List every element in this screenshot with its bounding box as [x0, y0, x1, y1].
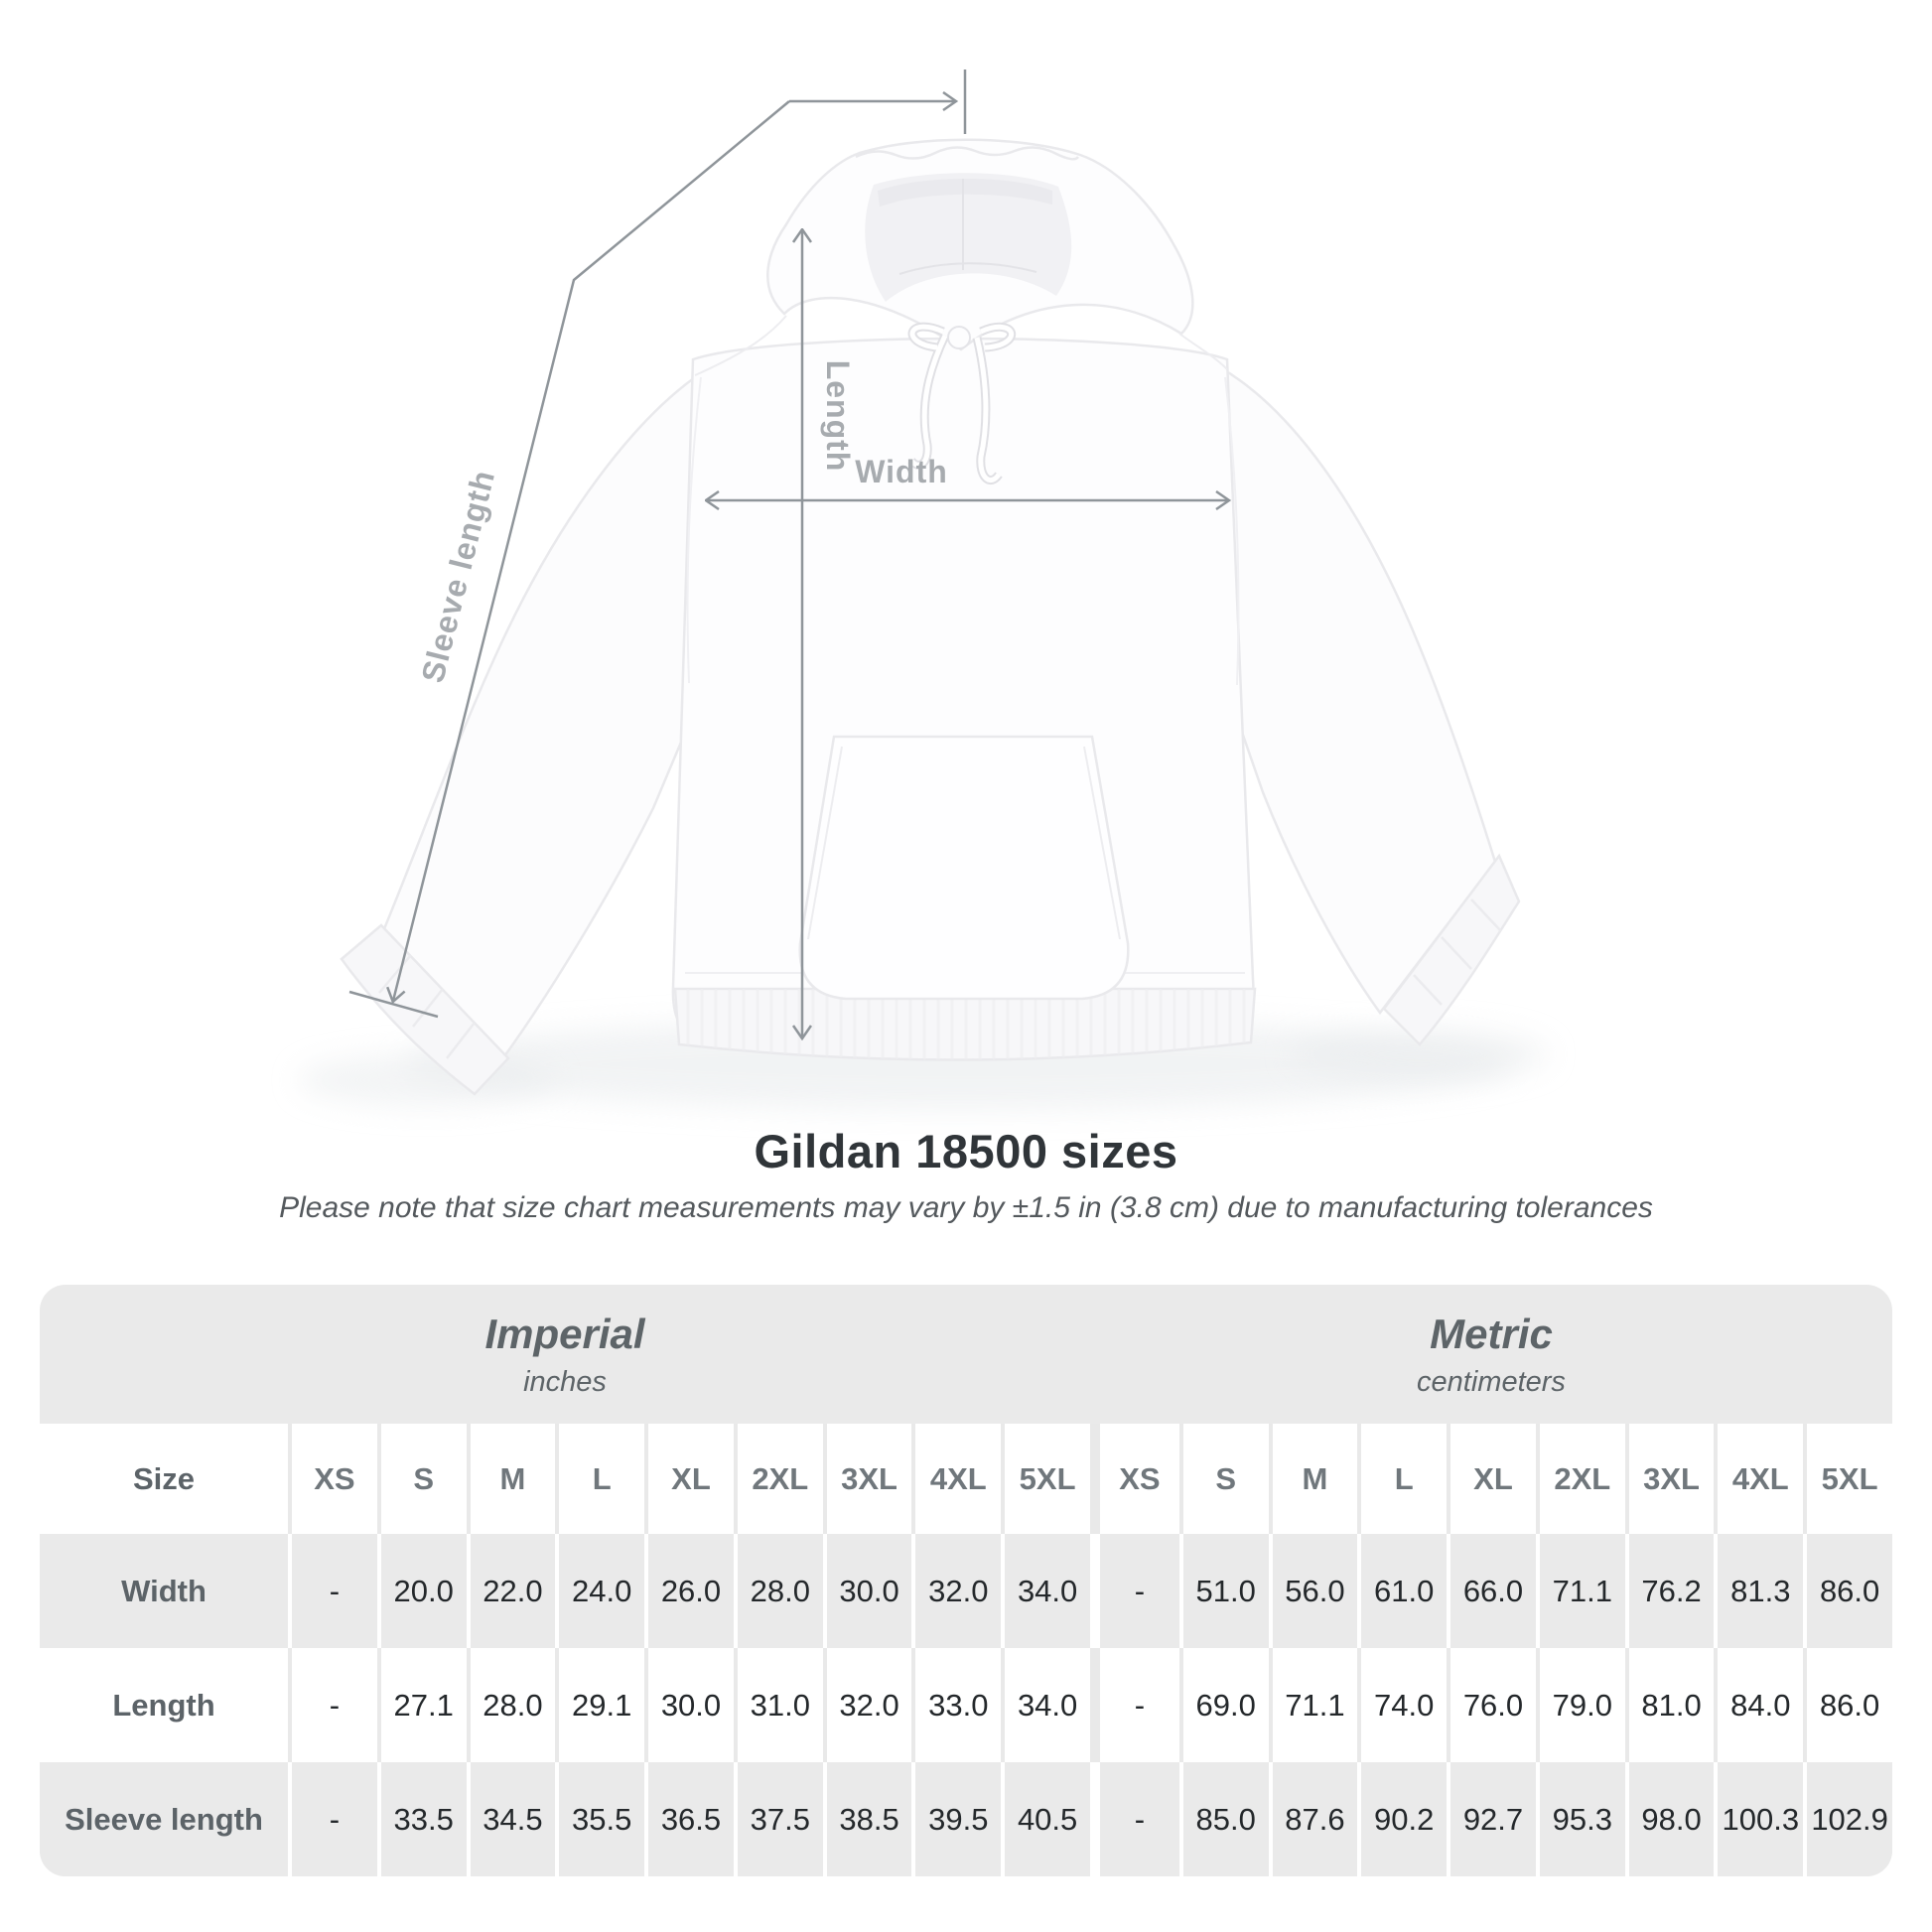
table-cell: 66.0 [1447, 1534, 1536, 1648]
table-cell: 79.0 [1536, 1648, 1625, 1762]
table-cell: 28.0 [467, 1648, 556, 1762]
table-cell: 36.5 [644, 1762, 734, 1876]
size-col-header: 5XL [1001, 1424, 1090, 1534]
left-sleeve [383, 369, 707, 1056]
drawstring-knot [948, 327, 970, 348]
table-cell: - [1090, 1762, 1179, 1876]
table-cell: 40.5 [1001, 1762, 1090, 1876]
table-cell: 34.5 [467, 1762, 556, 1876]
table-cell: 30.0 [644, 1648, 734, 1762]
table-cell: 33.0 [911, 1648, 1001, 1762]
page-subtitle: Please note that size chart measurements may vary by ±1.5 in (3.8 cm) due to manufacturing tolerances [279, 1191, 1653, 1224]
size-chart-table [40, 1285, 1892, 1876]
size-col-header: L [1357, 1424, 1447, 1534]
metric-unit: centimeters [1417, 1365, 1566, 1398]
table-cell: 71.1 [1536, 1534, 1625, 1648]
table-cell: 95.3 [1536, 1762, 1625, 1876]
size-col-header: XS [288, 1424, 377, 1534]
size-col-header: 4XL [911, 1424, 1001, 1534]
table-cell: 85.0 [1179, 1762, 1269, 1876]
size-col-header: 2XL [1536, 1424, 1625, 1534]
length-row [40, 1648, 1892, 1762]
size-col-header: 4XL [1714, 1424, 1803, 1534]
page-title: Gildan 18500 sizes [754, 1125, 1178, 1177]
table-cell: 81.3 [1714, 1534, 1803, 1648]
size-col-header: XL [644, 1424, 734, 1534]
width-row [40, 1534, 1892, 1648]
size-header-row [40, 1424, 1892, 1534]
table-cell: 100.3 [1714, 1762, 1803, 1876]
table-cell: 29.1 [555, 1648, 644, 1762]
table-cell: 27.1 [377, 1648, 467, 1762]
table-cell: 24.0 [555, 1534, 644, 1648]
table-cell: 39.5 [911, 1762, 1001, 1876]
table-cell: 51.0 [1179, 1534, 1269, 1648]
size-col-header: S [377, 1424, 467, 1534]
size-col-header: 3XL [1625, 1424, 1715, 1534]
table-cell: 71.1 [1269, 1648, 1358, 1762]
sleeve-length-label: Sleeve length [414, 466, 502, 687]
table-cell: 84.0 [1714, 1648, 1803, 1762]
size-col-header: XS [1090, 1424, 1179, 1534]
row-label: Width [121, 1573, 207, 1608]
table-cell: 61.0 [1357, 1534, 1447, 1648]
size-col-header: L [555, 1424, 644, 1534]
table-cell: 33.5 [377, 1762, 467, 1876]
table-cell: - [1090, 1648, 1179, 1762]
table-cell: 90.2 [1357, 1762, 1447, 1876]
left-cuff-shadow [298, 1054, 556, 1106]
table-cell: 56.0 [1269, 1534, 1358, 1648]
table-cell: 76.2 [1625, 1534, 1715, 1648]
row-label: Sleeve length [65, 1801, 263, 1837]
table-cell: - [288, 1534, 377, 1648]
size-col-header: 2XL [734, 1424, 823, 1534]
table-cell: 38.5 [823, 1762, 912, 1876]
table-cell: 22.0 [467, 1534, 556, 1648]
table-cell: 35.5 [555, 1762, 644, 1876]
kangaroo-pocket [800, 737, 1129, 999]
table-cell: 32.0 [823, 1648, 912, 1762]
size-col-header: M [467, 1424, 556, 1534]
table-cell: 69.0 [1179, 1648, 1269, 1762]
table-cell: 86.0 [1803, 1534, 1892, 1648]
size-col-header: 3XL [823, 1424, 912, 1534]
length-label: Length [820, 359, 856, 473]
width-label: Width [855, 454, 948, 489]
table-cell: - [1090, 1534, 1179, 1648]
table-cell: - [288, 1648, 377, 1762]
metric-label: Metric [1430, 1310, 1553, 1357]
table-cell: 86.0 [1803, 1648, 1892, 1762]
unit-header-row [40, 1285, 1892, 1424]
row-label: Length [112, 1687, 215, 1723]
table-cell: 34.0 [1001, 1534, 1090, 1648]
unit-header-metric [1090, 1285, 1892, 1424]
table-cell: 74.0 [1357, 1648, 1447, 1762]
size-col-header: XL [1447, 1424, 1536, 1534]
table-cell: 87.6 [1269, 1762, 1358, 1876]
unit-header-imperial [40, 1285, 1090, 1424]
table-cell: 92.7 [1447, 1762, 1536, 1876]
sleeve-length-row [40, 1762, 1892, 1876]
table-cell: 31.0 [734, 1648, 823, 1762]
table-cell: 81.0 [1625, 1648, 1715, 1762]
table-cell: 76.0 [1447, 1648, 1536, 1762]
size-col-header: M [1269, 1424, 1358, 1534]
table-cell: 26.0 [644, 1534, 734, 1648]
table-rows [40, 1424, 1892, 1876]
size-corner-header: Size [132, 1460, 196, 1496]
table-cell: 28.0 [734, 1534, 823, 1648]
table-cell: 34.0 [1001, 1648, 1090, 1762]
imperial-unit: inches [523, 1365, 607, 1398]
table-cell: 102.9 [1803, 1762, 1892, 1876]
table-cell: 32.0 [911, 1534, 1001, 1648]
hoodie-illustration [298, 140, 1549, 1110]
table-cell: 98.0 [1625, 1762, 1715, 1876]
table-cell: - [288, 1762, 377, 1876]
table-cell: 20.0 [377, 1534, 467, 1648]
table-cell: 30.0 [823, 1534, 912, 1648]
table-cell: 37.5 [734, 1762, 823, 1876]
size-col-header: 5XL [1803, 1424, 1892, 1534]
size-col-header: S [1179, 1424, 1269, 1534]
imperial-label: Imperial [484, 1310, 645, 1357]
